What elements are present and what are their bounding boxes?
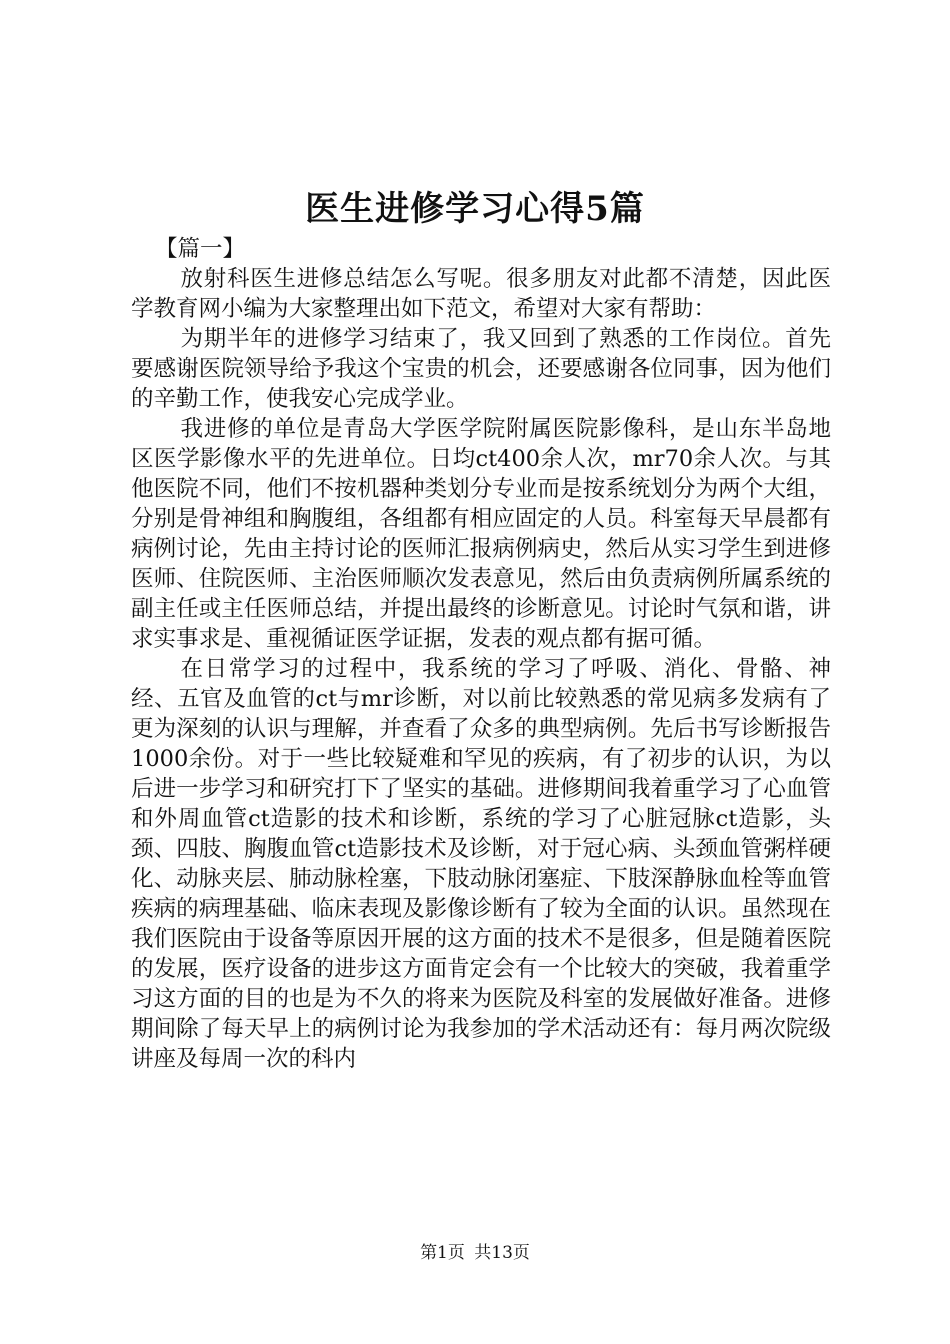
document-body	[131, 234, 831, 1074]
paragraph: 在日常学习的过程中，我系统的学习了呼吸、消化、骨骼、神经、五官及血管的ct与mr诊断，对以前比较熟悉的常见病多发病有了更为深刻的认识与理解，并查看了众多的典型病例。先后书写诊断报告1000余份。对于一些比较疑难和罕见的疾病，有了初步的认识，为以后进一步学习和研究打下了坚实的基础。进修期间我着重学习了心血管和外周血管ct造影的技术和诊断，系统的学习了心脏冠脉ct造影，头颈、四肢、胸腹血管ct造影技术及诊断，对于冠心病、头颈血管粥样硬化、动脉夹层、肺动脉栓塞，下肢动脉闭塞症、下肢深静脉血栓等血管疾病的病理基础、临床表现及影像诊断有了较为全面的认识。虽然现在我们医院由于设备等原因开展的这方面的技术不是很多，但是随着医院的发展，医疗设备的进步这方面肯定会有一个比较大的突破，我着重学习这方面的目的也是为不久的将来为医院及科室的发展做好准备。进修期间除了每天早上的病例讨论为我参加的学术活动还有：每月两次院级讲座及每周一次的科内	[131, 656, 831, 1072]
section-heading: 【篇一】	[155, 236, 246, 262]
page-number: 第1页	[420, 1243, 465, 1263]
document-title: 医生进修学习心得5篇	[305, 189, 645, 229]
paragraph: 为期半年的进修学习结束了，我又回到了熟悉的工作岗位。首先要感谢医院领导给予我这个宝贵的机会，还要感谢各位同事，因为他们的辛勤工作，使我安心完成学业。	[131, 326, 831, 412]
paragraph: 放射科医生进修总结怎么写呢。很多朋友对此都不清楚，因此医学教育网小编为大家整理出如下范文，希望对大家有帮助：	[131, 266, 831, 322]
paragraph: 我进修的单位是青岛大学医学院附属医院影像科，是山东半岛地区医学影像水平的先进单位。日均ct400余人次，mr70余人次。与其他医院不同，他们不按机器种类划分专业而是按系统划分为两个大组，分别是骨神组和胸腹组，各组都有相应固定的人员。科室每天早晨都有病例讨论，先由主持讨论的医师汇报病例病史，然后从实习学生到进修医师、住院医师、主治医师顺次发表意见，然后由负责病例所属系统的副主任或主任医师总结，并提出最终的诊断意见。讨论时气氛和谐，讲求实事求是、重视循证医学证据，发表的观点都有据可循。	[131, 416, 831, 652]
page-footer	[0, 1241, 950, 1265]
page-total: 共13页	[474, 1243, 530, 1263]
